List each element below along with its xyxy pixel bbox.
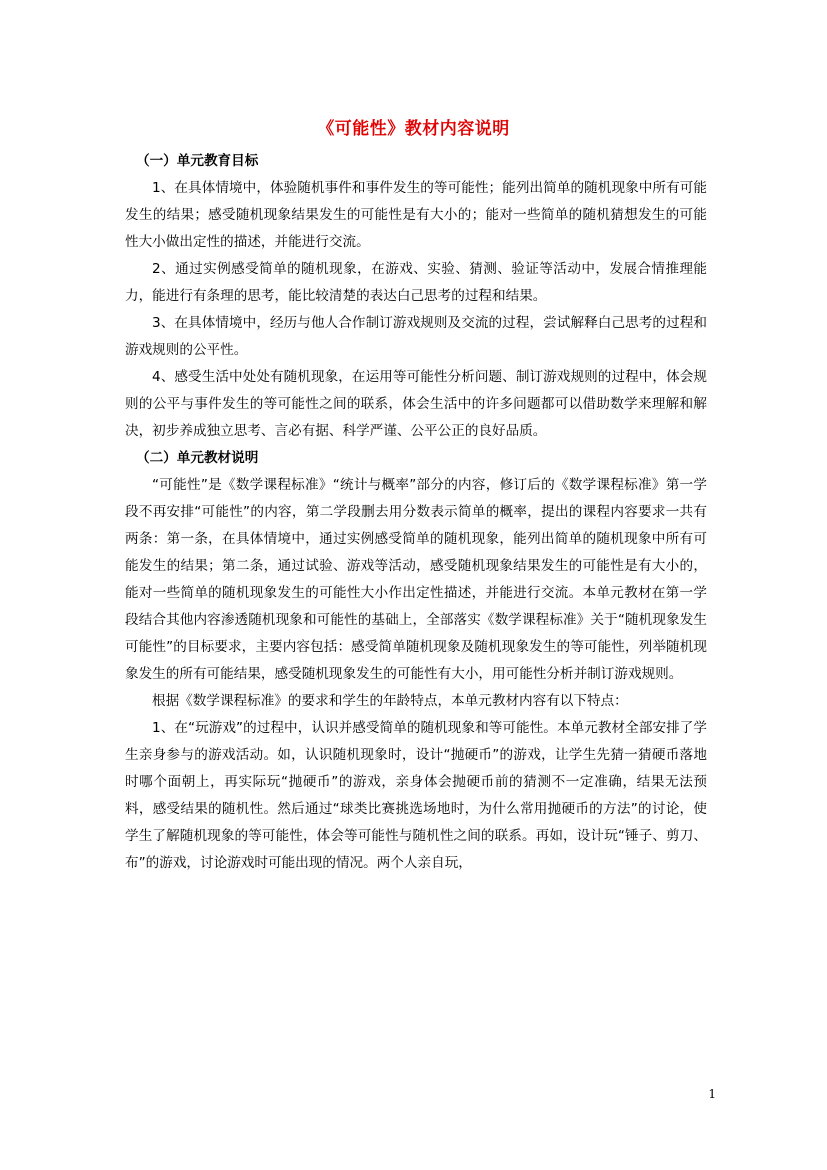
section-heading: （二）单元教材说明 — [136, 450, 259, 466]
paragraph: 根据《数学课程标准》的要求和学生的年龄特点，本单元教材内容有以下特点： — [152, 693, 628, 709]
page-number: 1 — [708, 1087, 716, 1101]
document-title: 《可能性》教材内容说明 — [317, 119, 510, 139]
paragraph: “可能性”是《数学课程标准》“统计与概率”部分的内容，修订后的《数学课程标准》第一学段不再安排“可能性”的内容，第二学段删去用分数表示简单的概率，提出的课程内容要求一共有两条：第一条，在具体情境中，通过实例感受简单的随机现象，能列出简单的随机现象中所有可能发生的结果；第二条，通过试验、游戏等活动，感受随机现象结果发生的可能性是有大小的，能对一些简单的随机现象发生的可能性大小作出定性描述，并能进行交流。本单元教材在第一学段结合其他内容渗透随机现象和可能性的基础上，全部落实《数学课程标准》关于“随机现象发生可能性”的目标要求，主要内容包括：感受简单随机现象及随机现象发生的等可能性，列举随机现象发生的所有可能结果，感受随机现象发生的可能性有大小，用可能性分析并制订游戏规则。 — [125, 477, 707, 682]
paragraph: 1、在具体情境中，体验随机事件和事件发生的等可能性；能列出简单的随机现象中所有可能发生的结果；感受随机现象结果发生的可能性是有大小的；能对一些简单的随机猜想发生的可能性大小做出定性的描述，并能进行交流。 — [125, 180, 707, 250]
section-heading: （一）单元教育目标 — [136, 153, 259, 169]
paragraph: 3、在具体情境中，经历与他人合作制订游戏规则及交流的过程，尝试解释白己思考的过程和游戏规则的公平性。 — [125, 315, 707, 358]
document-body — [125, 148, 707, 877]
paragraph: 4、感受生活中处处有随机现象，在运用等可能性分析问题、制订游戏规则的过程中，体会规则的公平与事件发生的等可能性之间的联系，体会生活中的许多问题都可以借助数学来理解和解决，初步养成独立思考、言必有据、科学严谨、公平公正的良好品质。 — [125, 369, 707, 439]
paragraph: 2、通过实例感受简单的随机现象，在游戏、实验、猜测、验证等活动中，发展合情推理能力，能进行有条理的思考，能比较清楚的表达白己思考的过程和结果。 — [125, 261, 707, 304]
paragraph: 1、在“玩游戏”的过程中，认识并感受简单的随机现象和等可能性。本单元教材全部安排了学生亲身参与的游戏活动。如，认识随机现象时，设计“抛硬币”的游戏，让学生先猜一猜硬币落地时哪个面朝上，再实际玩“抛硬币”的游戏，亲身体会抛硬币前的猜测不一定准确，结果无法预料，感受结果的随机性。然后通过“球类比赛挑选场地时，为什么常用抛硬币的方法”的讨论，使学生了解随机现象的等可能性，体会等可能性与随机性之间的联系。再如，设计玩“锤子、剪刀、布”的游戏，讨论游戏时可能出现的情况。两个人亲自玩， — [125, 720, 707, 871]
